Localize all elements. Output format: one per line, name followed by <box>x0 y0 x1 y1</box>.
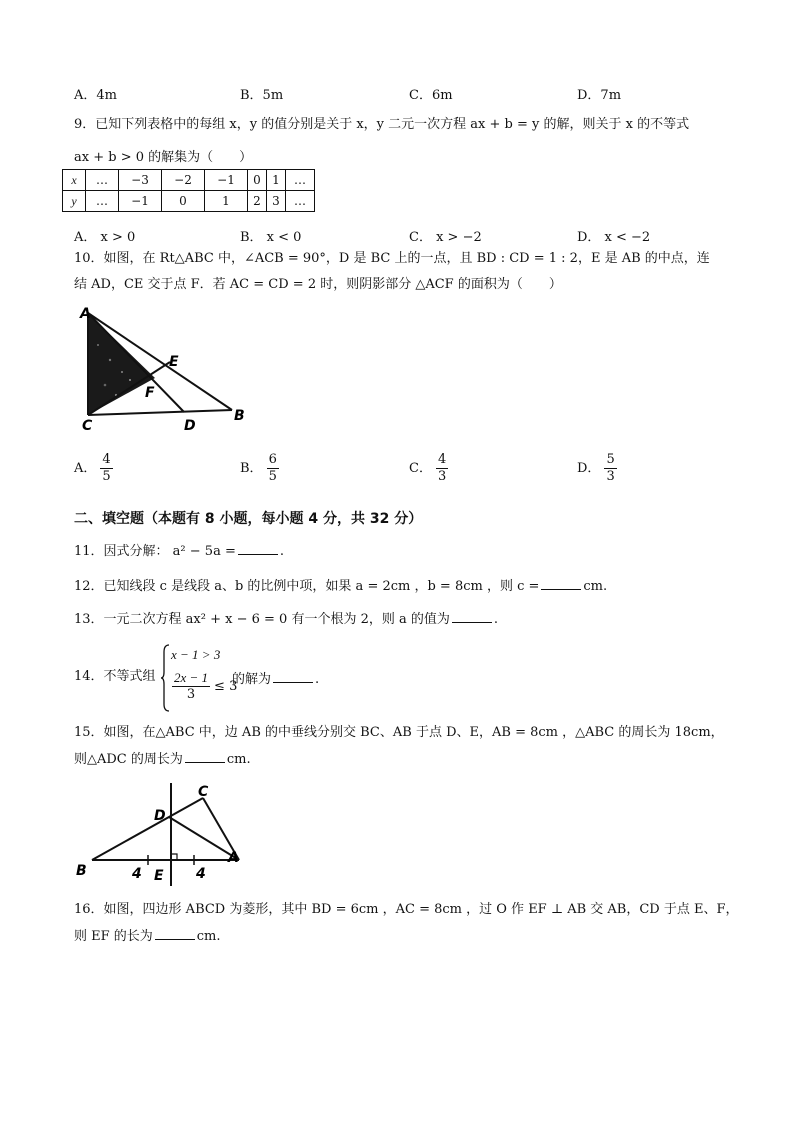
q14-suffix: 的解为 <box>232 672 272 687</box>
fraction-numerator: 5 <box>606 452 615 467</box>
label-4-right: 4 <box>196 866 206 882</box>
label-a: A <box>228 850 239 866</box>
table-row <box>63 170 315 191</box>
table-row <box>63 191 315 212</box>
table-cell: 0 <box>248 170 267 191</box>
q11-text: 11．因式分解： a² − 5a = <box>74 544 236 559</box>
q15-stem-text: 则△ADC 的周长为 <box>74 752 183 767</box>
table-cell: 2 <box>248 191 267 212</box>
q13-text: 13．一元二次方程 ax² + x − 6 = 0 有一个根为 2，则 a 的值为 <box>74 612 450 627</box>
table-cell: … <box>286 191 315 212</box>
label-c: C <box>198 784 209 800</box>
q14-relation: ≤ 3 <box>214 679 238 694</box>
q14-tail <box>232 668 319 687</box>
q11 <box>74 542 284 561</box>
label-e: E <box>154 868 164 884</box>
q10-option-d-fraction <box>604 452 616 485</box>
q14-prefix: 14．不等式组 <box>74 669 156 684</box>
q12-end: cm. <box>583 579 608 594</box>
q9-value-table <box>62 169 315 212</box>
q9-option-c: C． x > −2 <box>409 230 482 245</box>
segment-cb <box>88 410 232 415</box>
q14-end: . <box>315 672 320 687</box>
q8-option-c: C．6m <box>409 88 453 103</box>
q11-answer-blank[interactable] <box>238 542 278 555</box>
label-b: B <box>76 863 87 879</box>
fraction-denominator: 3 <box>437 469 447 484</box>
q15-triangle-figure <box>70 780 260 890</box>
label-e: E <box>169 354 179 370</box>
q14-fraction <box>172 670 210 703</box>
table-cell: 0 <box>162 191 205 212</box>
q10-option-b <box>240 452 283 485</box>
table-cell: 1 <box>267 170 286 191</box>
label-f: F <box>145 385 155 401</box>
q10-option-d-label: D． <box>577 461 601 476</box>
section-title: 二、填空题（本题有 8 小题，每小题 4 分，共 32 分） <box>74 511 423 527</box>
q16-end: cm. <box>196 929 221 944</box>
q8-option-d: D．7m <box>577 88 622 103</box>
q10-option-c-fraction <box>436 452 448 485</box>
q10-stem-line2: 结 AD，CE 交于点 F．若 AC = CD = 2 时，则阴影部分 △ACF 的面积为（ ） <box>74 277 562 292</box>
label-d: D <box>184 418 196 434</box>
table-header-x: x <box>63 170 86 191</box>
table-cell: −1 <box>205 170 248 191</box>
q10-stem-line1: 10．如图，在 Rt△ABC 中，∠ACB = 90°，D 是 BC 上的一点，且 BD : CD = 1 : 2，E 是 AB 的中点，连 <box>74 251 710 266</box>
q10-option-c-label: C． <box>409 461 432 476</box>
fraction-numerator: 4 <box>437 452 447 467</box>
q13-answer-blank[interactable] <box>452 610 492 623</box>
q10-option-b-fraction <box>267 452 279 485</box>
q15-stem-line2 <box>74 750 251 769</box>
q9-stem-line1: 9．已知下列表格中的每组 x，y 的值分别是关于 x，y 二元一次方程 ax + b = y 的解，则关于 x 的不等式 <box>74 117 690 132</box>
q10-option-b-label: B． <box>240 461 263 476</box>
fraction-denominator: 3 <box>606 469 615 484</box>
q15-end: cm. <box>226 752 251 767</box>
q10-option-a-fraction <box>100 452 112 485</box>
q13-end: . <box>493 612 499 627</box>
fraction-denominator: 5 <box>102 469 111 484</box>
q12 <box>74 577 607 596</box>
label-4-left: 4 <box>132 866 142 882</box>
q15-stem-line1: 15．如图，在△ABC 中，边 AB 的中垂线分别交 BC、AB 于点 D、E，AB = 8cm ，△ABC 的周长为 18cm， <box>74 725 724 740</box>
q10-option-a <box>74 452 117 485</box>
q16-stem-text: 则 EF 的长为 <box>74 929 153 944</box>
q10-option-d <box>577 452 621 485</box>
q16-answer-blank[interactable] <box>155 927 195 940</box>
table-cell: … <box>86 191 119 212</box>
q8-option-a: A．4m <box>74 88 117 103</box>
q12-text: 12．已知线段 c 是线段 a、b 的比例中项，如果 a = 2cm ，b = 8cm ，则 c = <box>74 579 540 594</box>
table-header-y: y <box>63 191 86 212</box>
q16-stem-line1: 16．如图，四边形 ABCD 为菱形，其中 BD = 6cm ，AC = 8cm ，过 O 作 EF ⊥ AB 交 AB，CD 于点 E、F， <box>74 902 739 917</box>
q14-inequality-2 <box>168 670 237 703</box>
q9-option-a: A． x > 0 <box>74 230 136 245</box>
q11-end: . <box>279 544 284 559</box>
label-d: D <box>154 808 166 824</box>
q10-option-a-label: A． <box>74 461 97 476</box>
fraction-numerator: 6 <box>268 452 277 467</box>
q9-option-b: B． x < 0 <box>240 230 302 245</box>
q9-option-d: D． x < −2 <box>577 230 651 245</box>
fraction-denominator: 5 <box>268 469 277 484</box>
label-b: B <box>234 408 245 424</box>
q10-option-c <box>409 452 452 485</box>
q15-answer-blank[interactable] <box>185 750 225 763</box>
q16-stem-line2 <box>74 927 221 946</box>
q10-triangle-figure <box>70 300 260 435</box>
segment-bc <box>92 798 203 860</box>
q13 <box>74 610 498 629</box>
q14-answer-blank[interactable] <box>273 670 313 683</box>
table-cell: −1 <box>119 191 162 212</box>
table-cell: … <box>86 170 119 191</box>
table-cell: 3 <box>267 191 286 212</box>
table-cell: −3 <box>119 170 162 191</box>
q14-inequality-1: x − 1 > 3 <box>171 647 221 662</box>
label-a: A <box>80 306 91 322</box>
fraction-numerator: 2x − 1 <box>174 670 209 685</box>
q12-answer-blank[interactable] <box>541 577 581 590</box>
table-cell: 1 <box>205 191 248 212</box>
table-cell: −2 <box>162 170 205 191</box>
q8-option-b: B．5m <box>240 88 284 103</box>
fraction-numerator: 4 <box>102 452 111 467</box>
table-cell: … <box>286 170 315 191</box>
fraction-denominator: 3 <box>186 687 196 702</box>
label-c: C <box>82 418 93 434</box>
q9-stem-line2: ax + b > 0 的解集为（ ） <box>74 150 253 165</box>
